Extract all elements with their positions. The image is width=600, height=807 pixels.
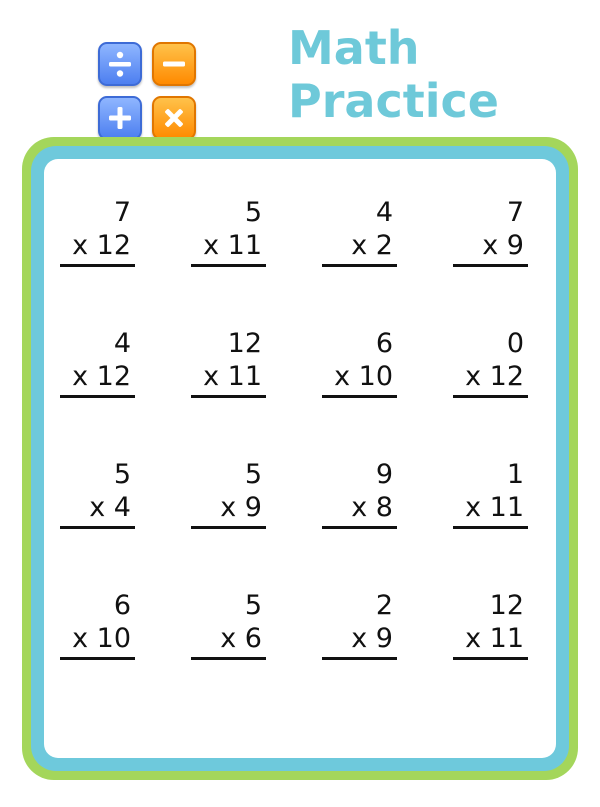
problem-multiplier: x 9 bbox=[453, 229, 528, 267]
problem-multiplier: x 4 bbox=[60, 491, 135, 529]
problem-multiplier: x 10 bbox=[60, 622, 135, 660]
problem-top-number: 5 bbox=[244, 459, 262, 490]
problem-top-number: 7 bbox=[113, 197, 131, 228]
problem bbox=[322, 327, 397, 413]
problem-top-number: 5 bbox=[244, 197, 262, 228]
problem bbox=[453, 196, 528, 282]
problem-multiplier: x 6 bbox=[191, 622, 266, 660]
problem bbox=[322, 196, 397, 282]
problem-top-number: 1 bbox=[506, 459, 524, 490]
problem-multiplier: x 11 bbox=[453, 622, 528, 660]
problem bbox=[191, 196, 266, 282]
problem-top-number: 5 bbox=[113, 459, 131, 490]
problem-top-number: 12 bbox=[227, 328, 262, 359]
problem-multiplier: x 11 bbox=[191, 229, 266, 267]
minus-icon bbox=[152, 42, 196, 86]
problem bbox=[191, 589, 266, 675]
problem bbox=[60, 589, 135, 675]
worksheet-frame-inner-border bbox=[31, 146, 569, 771]
problem-multiplier: x 12 bbox=[60, 360, 135, 398]
problem bbox=[60, 327, 135, 413]
worksheet-frame bbox=[22, 137, 578, 780]
problem bbox=[60, 196, 135, 282]
problem-top-number: 4 bbox=[375, 197, 393, 228]
title-line-2: Practice bbox=[288, 74, 499, 128]
problem-grid bbox=[60, 196, 548, 675]
problem-multiplier: x 11 bbox=[191, 360, 266, 398]
problem-top-number: 6 bbox=[113, 590, 131, 621]
problem-multiplier: x 8 bbox=[322, 491, 397, 529]
problem-multiplier: x 10 bbox=[322, 360, 397, 398]
plus-icon bbox=[98, 96, 142, 140]
problem bbox=[322, 589, 397, 675]
problem-top-number: 12 bbox=[489, 590, 524, 621]
title-line-1: Math bbox=[288, 21, 420, 75]
problem-multiplier: x 12 bbox=[60, 229, 135, 267]
problem-top-number: 6 bbox=[375, 328, 393, 359]
page-title bbox=[288, 22, 499, 128]
times-icon bbox=[152, 96, 196, 140]
problem-top-number: 9 bbox=[375, 459, 393, 490]
problem-multiplier: x 9 bbox=[322, 622, 397, 660]
problem-top-number: 4 bbox=[113, 328, 131, 359]
math-logo bbox=[98, 42, 198, 138]
problem bbox=[60, 458, 135, 544]
problem-multiplier: x 11 bbox=[453, 491, 528, 529]
problem-multiplier: x 9 bbox=[191, 491, 266, 529]
problem bbox=[453, 458, 528, 544]
problem-multiplier: x 2 bbox=[322, 229, 397, 267]
worksheet-panel bbox=[44, 159, 556, 758]
problem-top-number: 7 bbox=[506, 197, 524, 228]
problem-top-number: 0 bbox=[506, 328, 524, 359]
problem-top-number: 2 bbox=[375, 590, 393, 621]
problem bbox=[191, 327, 266, 413]
problem-top-number: 5 bbox=[244, 590, 262, 621]
problem bbox=[322, 458, 397, 544]
divide-icon bbox=[98, 42, 142, 86]
problem bbox=[453, 327, 528, 413]
problem bbox=[453, 589, 528, 675]
problem bbox=[191, 458, 266, 544]
problem-multiplier: x 12 bbox=[453, 360, 528, 398]
